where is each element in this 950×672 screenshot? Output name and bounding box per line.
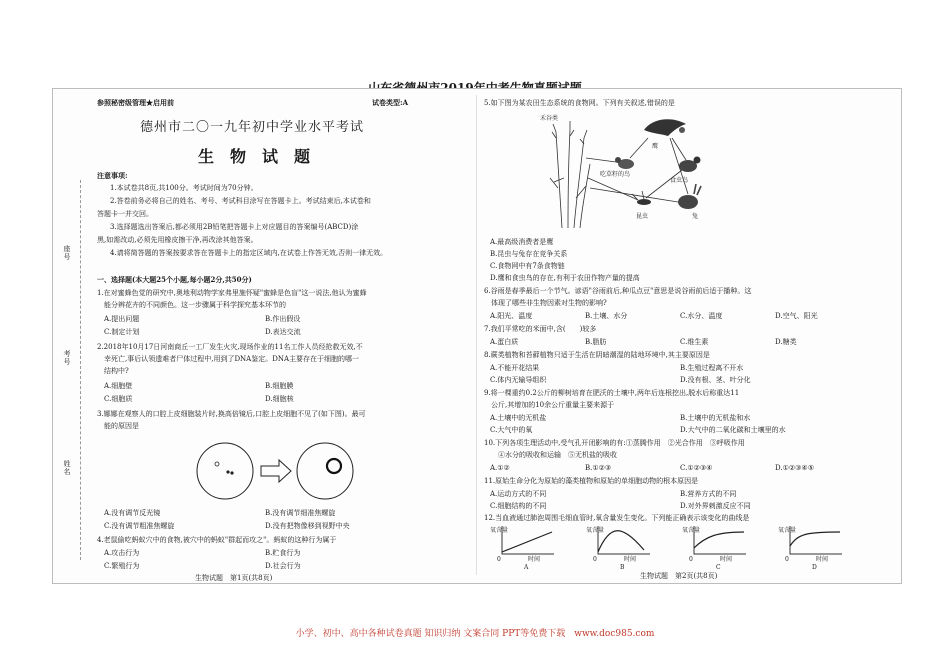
chart-b-letter: B [620, 564, 625, 570]
q6-option-d: D.空气、阳光 [775, 312, 818, 320]
notice-item-4: 4.请将简答题的答案按要求答在答题卡上的指定区域内,在试卷上作答无效,否则一律无效。 [110, 249, 388, 257]
notice-item-2b: 答题卡一并交回。 [97, 210, 153, 218]
q3-option-a: A.没有调节反光镜 [104, 509, 161, 517]
q1-option-b: B.作出假设 [265, 315, 301, 323]
q1-line-2: 能分辨花卉的不同颜色。这一步骤属于科学探究基本环节的 [104, 301, 286, 309]
insect-icon [632, 191, 651, 205]
q10-line-1: 10.下列各项生理活动中,受气孔开闭影响的有:①蒸腾作用 ②光合作用 ③呼吸作用 [484, 439, 745, 447]
q5-option-d: D.鹰和食虫鸟的存在,有利于农田作物产量的提高 [490, 274, 640, 282]
label-grain: 禾谷类 [540, 115, 559, 122]
q4-line-1: 4.老鼠偷吃蚂蚁穴中的食物,被穴中的蚂蚁"群起而攻之"。蚂蚁的这种行为属于 [97, 536, 337, 544]
q3-line-1: 3.娜娜在观察人的口腔上皮细胞装片时,换高倍镜后,口腔上皮细胞不见了(如下图)。最可 [97, 410, 366, 418]
q2-option-c: C.细胞质 [104, 395, 133, 403]
paper-type: 试卷类型:A [372, 98, 409, 107]
q6-option-a: A.阳光、温度 [490, 312, 533, 320]
rabbit-icon [678, 184, 701, 209]
q5-line-1: 5.如下图为某农田生态系统的食物网。下列有关叙述,错误的是 [484, 99, 675, 107]
chart-a-origin: 0 [497, 556, 501, 563]
insectivorous-bird-icon [679, 157, 701, 173]
section-heading: 一、选择题(本大题25个小题,每小题2分,共50分) [97, 275, 252, 284]
q11-option-b: B.营养方式的不同 [680, 490, 737, 498]
notice-item-1: 1.本试卷共8页,共100分。考试时间为70分钟。 [110, 184, 258, 192]
q5-option-a: A.最高级消费者是鹰 [490, 238, 554, 246]
q8-option-c: C.体内无输导组织 [490, 376, 547, 384]
curve-chart-d [778, 526, 842, 570]
q6-line-2: 体现了哪些非生物因素对生物的影响? [491, 299, 607, 307]
chart-c-letter: C [716, 564, 721, 570]
notice-title: 注意事项: [97, 171, 128, 180]
chart-c-origin: 0 [689, 556, 693, 563]
page-1-footer: 生物试题 第1页(共8页) [195, 574, 273, 582]
q10-option-b: B.①②③ [585, 464, 612, 472]
q10-option-a: A.①② [490, 464, 510, 472]
q1-option-a: A.提出问题 [104, 315, 140, 323]
arrow-icon [261, 460, 291, 482]
exam-name: 德州市二〇一九年初中学业水平考试 [140, 120, 365, 135]
chart-b-ylabel: 氧含量 [586, 527, 605, 534]
q1-option-c: C.制定计划 [104, 328, 140, 336]
q7-option-c: C.维生素 [680, 338, 709, 346]
exam-number-label: 考号 [63, 350, 71, 366]
chart-d-xlabel: 时间 [816, 556, 829, 563]
curve-b [598, 531, 644, 552]
q1-option-d: D.表达交流 [265, 328, 301, 336]
q5-option-b: B.昆虫与兔存在竞争关系 [490, 250, 568, 258]
curve-c [694, 532, 744, 548]
q3-option-d: D.没有把物像移到视野中央 [265, 522, 350, 530]
q4-option-b: B.贮食行为 [265, 549, 301, 557]
q10-option-c: C.①②③④ [680, 464, 713, 472]
low-power-view [197, 443, 253, 499]
q9-option-c: C.大气中的氧 [490, 426, 533, 434]
seat-label: 座号 [63, 245, 71, 261]
q6-option-b: B.土壤、水分 [585, 312, 628, 320]
chart-a-xlabel: 时间 [528, 556, 541, 563]
chart-a-letter: A [524, 564, 529, 570]
secret-note: 参照秘密级管理★启用前 [97, 98, 174, 107]
q2-line-2: 幸死亡,事后认领遗难者尸体过程中,用到了DNA鉴定。DNA主要存在于细胞的哪一 [104, 355, 360, 363]
q3-option-c: C.没有调节粗准焦螺旋 [104, 522, 175, 530]
label-rabbit: 兔 [692, 213, 699, 220]
grain-plants [550, 121, 590, 228]
page-2-footer: 生物试题 第2页(共8页) [640, 572, 718, 580]
q11-option-d: D.对外界刺激反应不同 [680, 502, 751, 510]
small-cell-dot-2 [230, 471, 233, 474]
q6-option-c: C.水分、温度 [680, 312, 723, 320]
curve-a [502, 532, 552, 552]
small-cell [215, 462, 219, 466]
q8-option-d: D.没有根、茎、叶分化 [680, 376, 751, 384]
subject-title: 生 物 试 题 [198, 147, 311, 166]
label-eagle: 鹰 [652, 143, 659, 150]
q10-line-2: ④水分的吸收和运输 ⑤无机盐的吸收 [491, 451, 617, 459]
eagle-icon [644, 119, 686, 136]
q2-option-d: D.细胞核 [265, 395, 294, 403]
label-insect: 昆虫 [636, 213, 649, 220]
q9-option-a: A.土壤中的无机盐 [490, 414, 547, 422]
q2-line-3: 结构中? [104, 367, 129, 375]
chart-b-origin: 0 [593, 556, 597, 563]
q7-option-d: D.糖类 [775, 338, 797, 346]
q9-option-d: D.大气中的二氧化碳和土壤里的水 [680, 426, 786, 434]
small-cell-dot [226, 470, 229, 473]
page-divider [476, 95, 477, 575]
curve-chart-b [586, 526, 650, 570]
food-web-figure [540, 108, 720, 230]
download-banner[interactable]: 小学、初中、高中各种试卷真题 知识归纳 文案合同 PPT等免费下载 www.doc985.com [295, 629, 655, 639]
name-label: 姓名 [63, 460, 71, 476]
microscope-views-figure [195, 438, 365, 504]
label-insect-bird: 食虫鸟 [670, 177, 689, 184]
q2-option-b: B.细胞膜 [265, 382, 294, 390]
high-power-view [297, 443, 353, 499]
q6-line-1: 6.谷雨是春季最后一个节气。谚语"谷雨前后,种瓜点豆"意思是说谷雨前后适于播种。这 [484, 287, 752, 295]
q11-option-c: C.细胞结构的不同 [490, 502, 547, 510]
q9-line-1: 9.将一棵重约0.2公斤的柳树培育在肥沃的土壤中,两年后连根挖出,脱水后称重达11 [484, 389, 740, 397]
q9-line-2: 公斤,其增加的10余公斤重量主要来源于 [491, 401, 615, 409]
label-seed-bird: 吃草籽的鸟 [600, 171, 631, 178]
q8-option-b: B.生殖过程离不开水 [680, 364, 744, 372]
food-web-arrows [586, 138, 688, 202]
q3-line-2: 能的原因是 [104, 422, 139, 430]
seed-eating-bird-icon [615, 157, 634, 169]
q4-option-d: D.社会行为 [265, 562, 301, 570]
q2-line-1: 2.2018年10月17日河南商丘一工厂发生火灾,现场作业的11名工作人员经抢救无效,不 [97, 343, 363, 351]
q8-option-a: A.不能开花结果 [490, 364, 540, 372]
chart-b-xlabel: 时间 [624, 556, 637, 563]
q11-line-1: 11.原始生命分化为原始的藻类植物和原始的单细胞动物的根本原因是 [484, 477, 699, 485]
q9-option-b: B.土壤中的无机盐和水 [680, 414, 751, 422]
notice-item-2: 2.答卷前务必将自己的姓名、考号、考试科目涂写在答题卡上。考试结束后,本试卷和 [110, 197, 371, 205]
curve-chart-c [682, 526, 746, 570]
q7-option-a: A.蛋白质 [490, 338, 519, 346]
q2-option-a: A.细胞壁 [104, 382, 133, 390]
chart-c-ylabel: 氧含量 [682, 527, 701, 534]
q7-line-1: 7.我们平常吃的米面中,含( )较多 [484, 325, 597, 333]
q4-option-c: C.繁殖行为 [104, 562, 140, 570]
q10-option-d: D.①②③④⑤ [775, 464, 814, 472]
q7-option-b: B.脂肪 [585, 338, 607, 346]
oxygen-curves-figure [490, 524, 870, 570]
q12-line-1: 12.当血液通过肺泡周围毛细血管时,氧含量发生变化。下列能正确表示该变化的曲线是 [484, 514, 750, 522]
binding-line [80, 180, 81, 560]
curve-chart-a [490, 526, 554, 570]
chart-c-xlabel: 时间 [720, 556, 733, 563]
q1-line-1: 1.在对蜜蜂色觉的研究中,奥地利动物学家弗里施怀疑"蜜蜂是色盲"这一说法,他认为蜜蜂 [97, 289, 367, 297]
chart-d-origin: 0 [785, 556, 789, 563]
q11-option-a: A.运动方式的不同 [490, 490, 547, 498]
chart-d-letter: D [812, 564, 817, 570]
notice-item-3: 3.选择题选出答案后,都必须用2B铅笔把答题卡上对应题目的答案编号(ABCD)涂 [110, 223, 359, 231]
chart-a-ylabel: 氧含量 [490, 527, 509, 534]
curve-d [790, 532, 840, 546]
q5-option-c: C.食物网中有7条食物链 [490, 262, 565, 270]
large-bubble [327, 459, 341, 473]
notice-item-3b: 黑,如需改动,必须先用橡皮擦干净,再改涂其他答案。 [97, 236, 258, 244]
chart-d-ylabel: 氧含量 [778, 527, 797, 534]
q3-option-b: B.没有调节细准焦螺旋 [265, 509, 336, 517]
q8-line-1: 8.蕨类植物和苔藓植物只适于生活在阴暗潮湿的陆地环境中,其主要原因是 [484, 351, 710, 359]
q4-option-a: A.攻击行为 [104, 549, 140, 557]
